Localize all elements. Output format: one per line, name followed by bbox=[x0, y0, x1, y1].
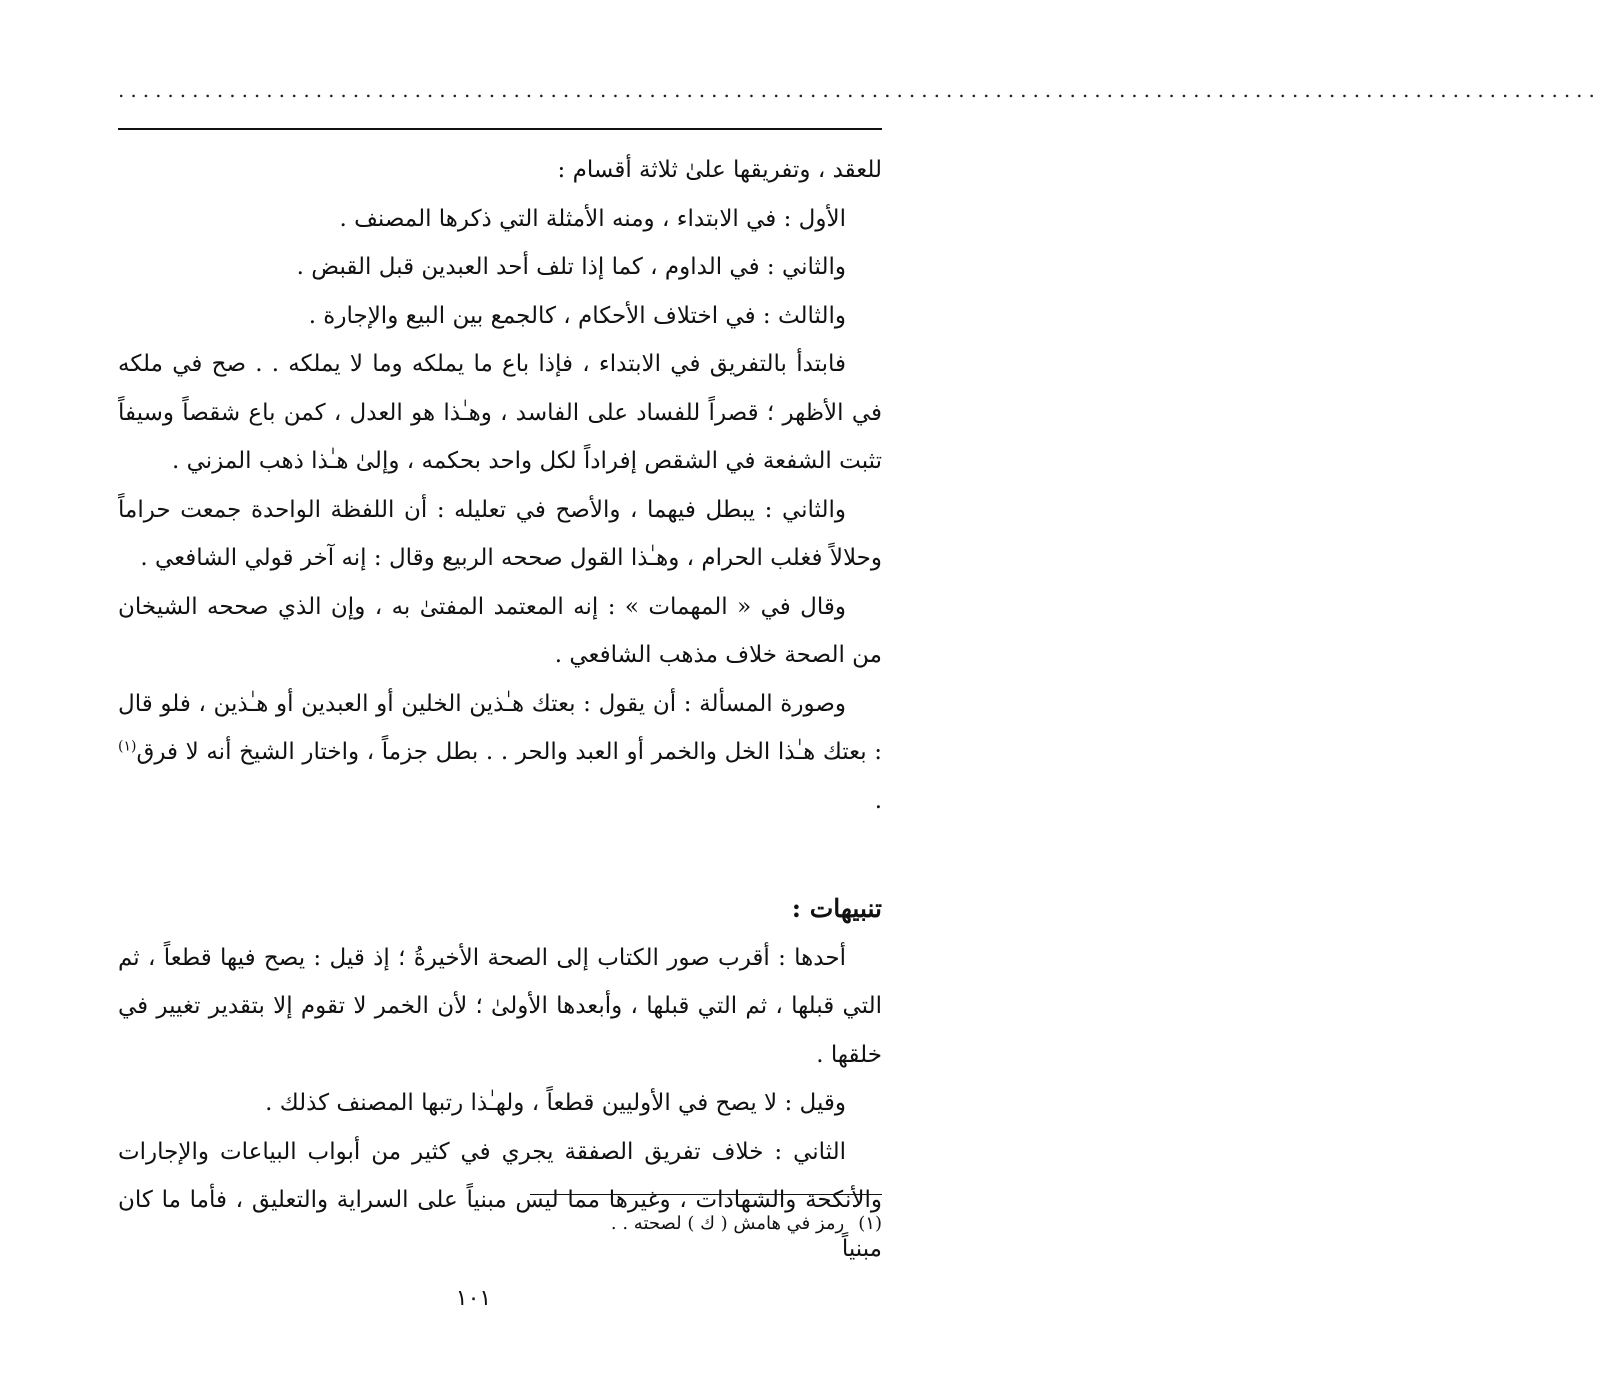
main-text bbox=[118, 146, 882, 1273]
paragraph-6: والثاني : يبطل فيهما ، والأصح في تعليله : أن اللفظة الواحدة جمعت حراماً وحلالاً فغلب الحرام ، وهـٰذا القول صححه الربيع وقال : إنه آخر قولي الشافعي . bbox=[118, 496, 882, 571]
header-dotted-line: ........................................................................................................................ bbox=[118, 78, 1601, 102]
paragraph-3: والثاني : في الداوم ، كما إذا تلف أحد العبدين قبل القبض . bbox=[296, 254, 846, 280]
paragraph-8-tail: . bbox=[874, 787, 882, 814]
paragraph-2: الأول : في الابتداء ، ومنه الأمثلة التي ذكرها المصنف . bbox=[339, 205, 846, 232]
paragraph-8-text: وصورة المسألة : أن يقول : بعتك هـٰذين الخلين أو العبدين أو هـٰذين ، فلو قال : بعتك هـٰذا الخل والخمر أو العبد والحر . . بطل جزماً ، واختار الشيخ أنه لا فرق bbox=[118, 690, 882, 765]
header-rule bbox=[118, 128, 882, 130]
paragraph-7: وقال في « المهمات » : إنه المعتمد المفتىٰ به ، وإن الذي صححه الشيخان من الصحة خلاف مذهب الشافعي . bbox=[118, 593, 882, 668]
footnote bbox=[382, 1210, 882, 1238]
footnote-text: رمز في هامش ( ك ) لصحته . . bbox=[610, 1213, 845, 1234]
paragraph-11: الثاني : خلاف تفريق الصفقة يجري في كثير من أبواب البياعات والإجارات والأنكحة والشهادات ، وغيرها مما ليس مبنياً على السراية والتعليق ، فأما ما كان مبنياً bbox=[118, 1138, 882, 1262]
paragraph-4: والثالث : في اختلاف الأحكام ، كالجمع بين البيع والإجارة . bbox=[308, 302, 846, 329]
footnote-number: (١) bbox=[858, 1213, 882, 1234]
section-heading: تنبيهات : bbox=[791, 894, 882, 923]
paragraph-9: أحدها : أقرب صور الكتاب إلى الصحة الأخيرةُ ؛ إذ قيل : يصح فيها قطعاً ، ثم التي قبلها ، ثم التي قبلها ، وأبعدها الأولىٰ ؛ لأن الخمر لا تقوم إلا بتقدير تغيير في خلقها . bbox=[118, 944, 882, 1068]
footnote-rule bbox=[530, 1194, 882, 1195]
paragraph-1: للعقد ، وتفريقها علىٰ ثلاثة أقسام : bbox=[557, 157, 882, 183]
footnote-reference[interactable]: (١) bbox=[118, 738, 137, 755]
paragraph-5: فابتدأ بالتفريق في الابتداء ، فإذا باع ما يملكه وما لا يملكه . . صح في ملكه في الأظهر ؛ قصراً للفساد على الفاسد ، وهـٰذا هو العدل ، كمن باع شقصاً وسيفاً تثبت الشفعة في الشقص إفراداً لكل واحد بحكمه ، وإلىٰ هـٰذا ذهب المزني . bbox=[118, 351, 882, 474]
page-number: ١٠١ bbox=[455, 1286, 492, 1311]
paragraph-8 bbox=[118, 680, 882, 826]
paragraph-10: وقيل : لا يصح في الأوليين قطعاً ، ولهـٰذا رتبها المصنف كذلك . bbox=[265, 1090, 846, 1116]
